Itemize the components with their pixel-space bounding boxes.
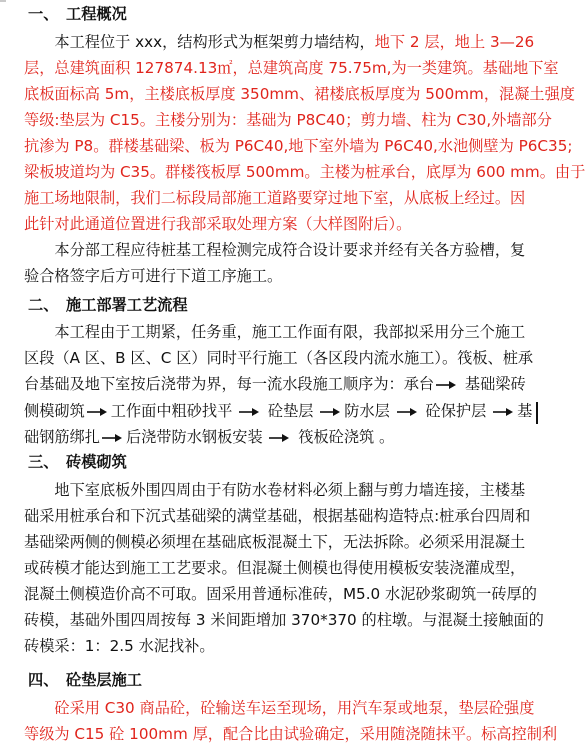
body-text: 砼保护层 xyxy=(420,402,492,420)
section-number: 三、 xyxy=(28,453,59,471)
section-heading xyxy=(28,670,530,690)
section-heading xyxy=(28,295,530,315)
paragraph-line xyxy=(24,136,573,156)
body-text: 本工程位于 xxx，结构形式为框架剪力墙结构， xyxy=(24,33,375,51)
body-text: 验合格签字后方可进行下道工序施工。 xyxy=(24,267,283,285)
paragraph-line xyxy=(24,348,534,368)
section-title: 工程概况 xyxy=(66,5,127,23)
body-text: 础采用桩承台和下沉式基础梁的满堂基础，根据基础构造特点:桩承台四周和 xyxy=(24,507,531,525)
flow-arrow-icon xyxy=(320,407,340,417)
paragraph-line xyxy=(24,558,530,578)
body-text: 区段（A 区、B 区、C 区）同时平行施工（各区段内流水施工）。筏板、桩承 xyxy=(24,349,534,367)
paragraph-line xyxy=(24,162,585,182)
text-cursor-icon xyxy=(536,402,538,424)
body-text: 防水层 xyxy=(344,402,395,420)
paragraph-line xyxy=(24,84,575,104)
body-text: 砖模采：1：2.5 水泥找补。 xyxy=(24,637,215,655)
highlighted-text: 底板面标高 5m，主楼底板厚度 350mm、裙楼底板厚度为 500mm，混凝土强度 xyxy=(24,85,575,103)
paragraph-line xyxy=(24,58,559,78)
paragraph-line xyxy=(24,214,530,234)
highlighted-text: 等级为 C15 砼 100mm 厚，配合比由试验确定，采用随浇随抹平。标高控制利 xyxy=(24,725,558,743)
body-text: 台基础及地下室按后浇带为界，每一流水段施工顺序为：承台 xyxy=(24,375,435,393)
flow-arrow-icon xyxy=(239,407,259,417)
flow-arrow-icon xyxy=(102,433,122,443)
body-text: 地下室底板外围四周由于有防水卷材料必须上翻与剪力墙连接，主楼基 xyxy=(24,481,526,499)
paragraph-line xyxy=(24,188,530,208)
paragraph-line xyxy=(24,374,530,394)
flow-arrow-icon xyxy=(397,407,417,417)
paragraph-line xyxy=(24,506,530,526)
paragraph-line xyxy=(24,427,530,447)
paragraph-line xyxy=(24,698,535,718)
paragraph-line xyxy=(24,532,530,552)
highlighted-text: 地下 2 层，地上 3—26 xyxy=(374,33,535,51)
body-text: 筏板砼浇筑 。 xyxy=(293,428,395,446)
highlighted-text: 层，总建筑面积 127874.13㎡，总建筑高度 75.75m,为一类建筑。基础地下室 xyxy=(24,59,559,77)
section-title: 砖模砌筑 xyxy=(66,453,127,471)
paragraph-line xyxy=(24,480,530,500)
paragraph-line xyxy=(24,266,530,286)
paragraph-line xyxy=(24,110,552,130)
section-title: 施工部署工艺流程 xyxy=(66,296,188,314)
paragraph-line xyxy=(24,32,535,52)
body-text: 工作面中粗砂找平 xyxy=(110,402,238,420)
section-heading xyxy=(28,452,530,472)
body-text: 基础梁砖 xyxy=(460,375,526,393)
section-title: 砼垫层施工 xyxy=(66,671,142,689)
body-text: 本工程由于工期紧，任务重，施工工作面有限，我部拟采用分三个施工 xyxy=(24,323,526,341)
body-text: 砖模，基础外围四周按每 3 米间距增加 370*370 的柱墩。与混凝土接触面的 xyxy=(24,611,544,629)
highlighted-text: 砼采用 C30 商品砼，砼输送车运至现场，用汽车泵或地泵，垫层砼强度 xyxy=(24,699,535,717)
flow-arrow-icon xyxy=(87,407,107,417)
body-text: 后浇带防水钢板安装 xyxy=(125,428,268,446)
section-number: 一、 xyxy=(28,5,59,23)
paragraph-line xyxy=(24,724,558,744)
highlighted-text: 等级:垫层为 C15。主楼分别为：基础为 P8C40；剪力墙、柱为 C30,外墙部分 xyxy=(24,111,552,129)
section-number: 四、 xyxy=(28,671,59,689)
body-text: 基 xyxy=(517,402,533,420)
paragraph-line xyxy=(24,584,537,604)
paragraph-line xyxy=(24,322,530,342)
paragraph-line xyxy=(24,240,530,260)
section-number: 二、 xyxy=(28,296,59,314)
highlighted-text: 施工场地限制，我们二标段局部施工道路要穿过地下室，从底板上经过。因 xyxy=(24,189,526,207)
paragraph-line xyxy=(24,636,530,656)
body-text: 侧模砌筑 xyxy=(24,402,85,420)
body-text: 础钢筋绑扎 xyxy=(24,428,100,446)
paragraph-line xyxy=(24,610,544,630)
body-text: 基础梁两侧的侧模必须埋在基础底板混凝土下，无法拆除。必须采用混凝土 xyxy=(24,533,526,551)
body-text: 或砖模才能达到施工工艺要求。但混凝土侧模也得使用模板安装浇灌成型， xyxy=(24,559,526,577)
highlighted-text: 梁板坡道均为 C35。群楼筏板厚 500mm。主楼为桩承台，底厚为 600 mm。由于 xyxy=(24,163,585,181)
flow-arrow-icon xyxy=(436,380,456,390)
highlighted-text: 此针对此通道位置进行我部采取处理方案（大样图附后）。 xyxy=(24,215,412,233)
flow-arrow-icon xyxy=(269,433,289,443)
body-text: 混凝土侧模造价高不可取。固采用普通标准砖，M5.0 水泥砂浆砌筑一砖厚的 xyxy=(24,585,537,603)
body-text: 本分部工程应待桩基工程检测完成符合设计要求并经有关各方验槽，复 xyxy=(24,241,526,259)
flow-arrow-icon xyxy=(493,407,513,417)
page-corner-marker xyxy=(0,0,6,2)
paragraph-line xyxy=(24,401,533,421)
section-heading xyxy=(28,4,530,24)
body-text: 砼垫层 xyxy=(263,402,319,420)
highlighted-text: 抗渗为 P8。群楼基础梁、板为 P6C40,地下室外墙为 P6C40,水池侧壁为 P6C35; xyxy=(24,137,573,155)
